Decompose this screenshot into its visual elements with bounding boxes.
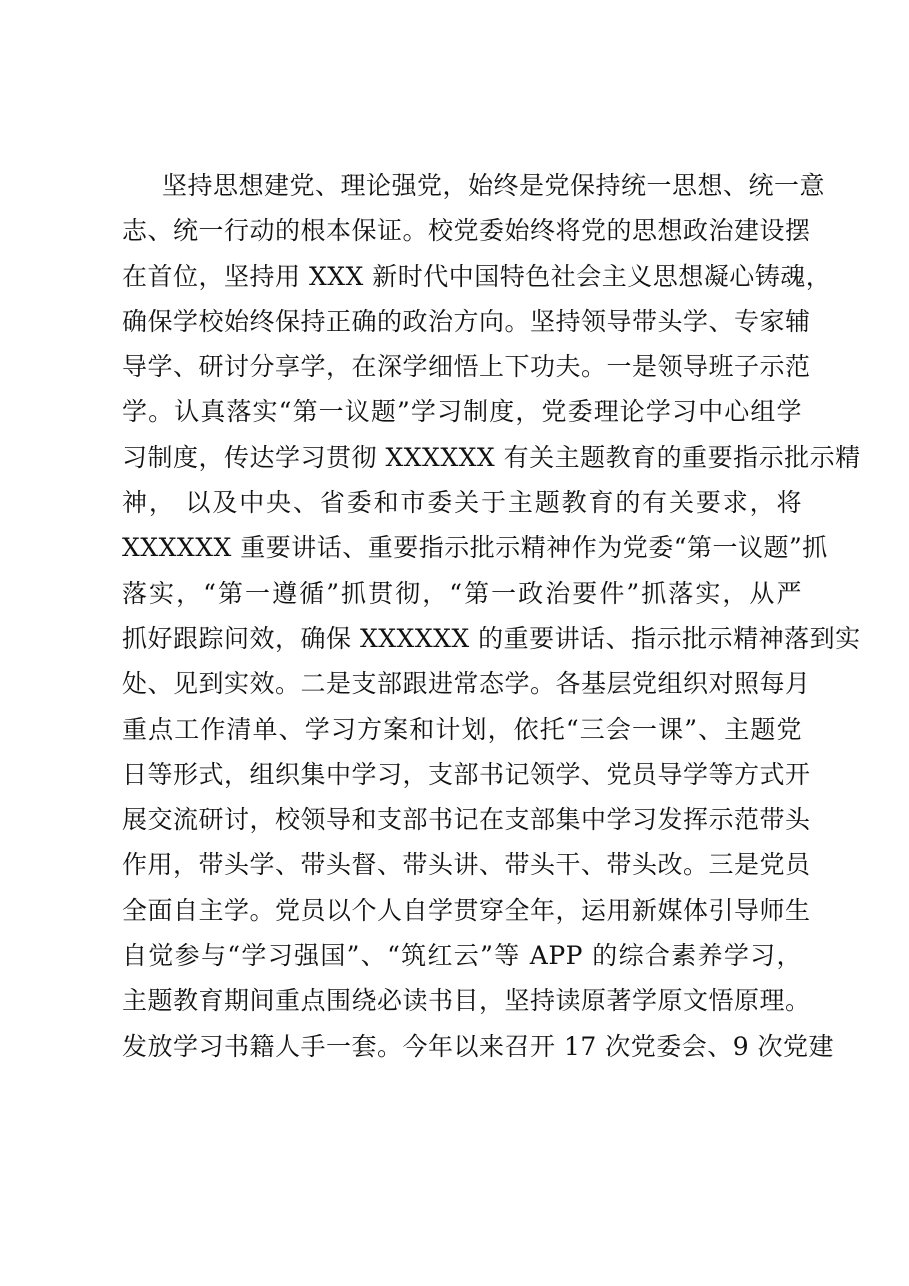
paragraph-line: 自觉参与“学习强国”、“筑红云”等 APP 的综合素养学习，	[122, 941, 802, 971]
paragraph-line: 志、统一行动的根本保证。校党委始终将党的思想政治建设摆	[122, 216, 811, 246]
paragraph-line: 神， 以及中央、省委和市委关于主题教育的有关要求，将	[122, 488, 802, 518]
paragraph-line: 学。认真落实“第一议题”学习制度，党委理论学习中心组学	[122, 397, 802, 427]
paragraph-line: 展交流研讨，校领导和支部书记在支部集中学习发挥示范带头	[122, 805, 811, 835]
paragraph-line: 确保学校始终保持正确的政治方向。坚持领导带头学、专家辅	[122, 306, 811, 336]
paragraph-line: 发放学习书籍人手一套。今年以来召开 17 次党委会、9 次党建	[122, 1031, 835, 1061]
paragraph-line: 习制度，传达学习贯彻 XXXXXX 有关主题教育的重要指示批示精	[122, 442, 861, 472]
paragraph-line: 作用，带头学、带头督、带头讲、带头干、带头改。三是党员	[122, 850, 811, 880]
paragraph-line: 主题教育期间重点围绕必读书目，坚持读原著学原文悟原理。	[122, 986, 811, 1016]
paragraph-line: 抓好跟踪问效，确保 XXXXXX 的重要讲话、指示批示精神落到实	[122, 623, 861, 653]
body-paragraph	[122, 163, 861, 1069]
paragraph-line: 处、见到实效。二是支部跟进常态学。各基层党组织对照每月	[122, 669, 811, 699]
paragraph-line: 落实，“第一遵循”抓贯彻，“第一政治要件”抓落实，从严	[122, 578, 802, 608]
paragraph-line: 全面自主学。党员以个人自学贯穿全年，运用新媒体引导师生	[122, 895, 811, 925]
paragraph-line: 重点工作清单、学习方案和计划，依托“三会一课”、主题党	[122, 714, 802, 744]
paragraph-line: 导学、研讨分享学，在深学细悟上下功夫。一是领导班子示范	[122, 352, 811, 382]
paragraph-line: 在首位，坚持用 XXX 新时代中国特色社会主义思想凝心铸魂，	[122, 261, 832, 291]
paragraph-line: 坚持思想建党、理论强党，始终是党保持统一思想、统一意	[162, 171, 826, 200]
paragraph-line: 日等形式，组织集中学习，支部书记领学、党员导学等方式开	[122, 759, 811, 789]
paragraph-line: XXXXXX 重要讲话、重要指示批示精神作为党委“第一议题”抓	[122, 533, 828, 563]
